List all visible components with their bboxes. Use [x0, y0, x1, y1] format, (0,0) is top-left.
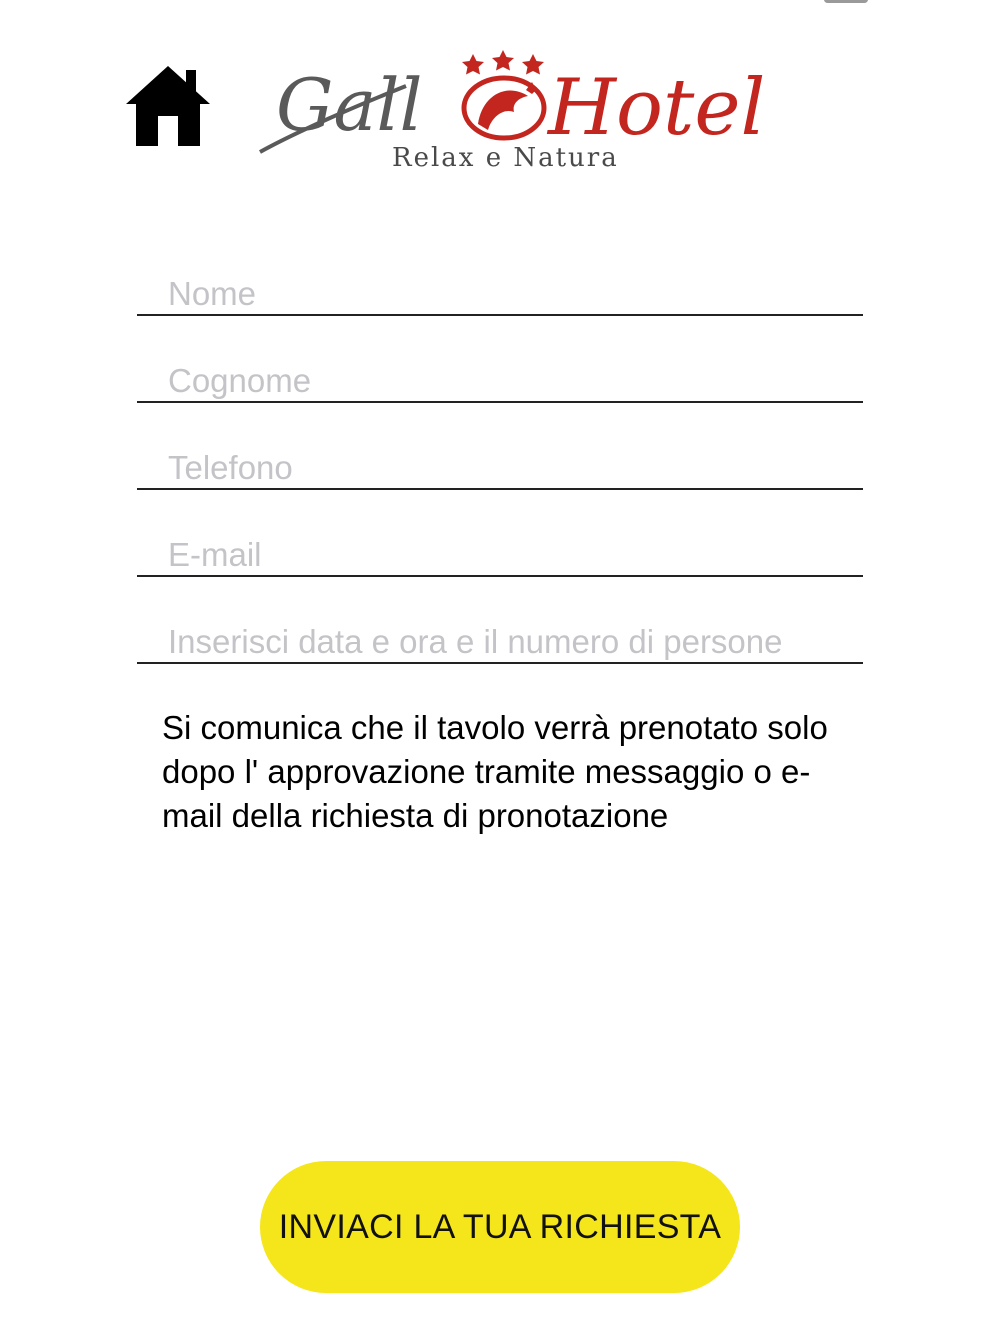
- cognome-input[interactable]: [137, 363, 863, 403]
- rooster-icon: [464, 78, 544, 138]
- home-icon[interactable]: [126, 64, 210, 148]
- nome-field-row: [137, 258, 863, 316]
- telefono-field-row: [137, 403, 863, 490]
- top-grabber: [824, 0, 868, 3]
- booking-notice-text: Si comunica che il tavolo verrà prenotato solo dopo l' approvazione tramite messaggio o e-mail della richiesta di pronotazione: [162, 709, 828, 834]
- reservation-form: [137, 258, 863, 664]
- cognome-field-row: [137, 316, 863, 403]
- telefono-input[interactable]: [137, 450, 863, 490]
- hotel-logo: [256, 46, 796, 178]
- email-field-row: [137, 490, 863, 577]
- email-input[interactable]: [137, 537, 863, 577]
- booking-details-input[interactable]: [137, 624, 863, 664]
- nome-input[interactable]: [137, 276, 863, 316]
- submit-request-button[interactable]: INVIACI LA TUA RICHIESTA: [260, 1161, 740, 1293]
- star-icons: [462, 50, 544, 75]
- svg-text:Gall: Gall: [276, 63, 423, 147]
- svg-text:Hotel: Hotel: [548, 63, 766, 153]
- svg-text:Relax e Natura: Relax e Natura: [392, 143, 619, 173]
- details-field-row: [137, 577, 863, 664]
